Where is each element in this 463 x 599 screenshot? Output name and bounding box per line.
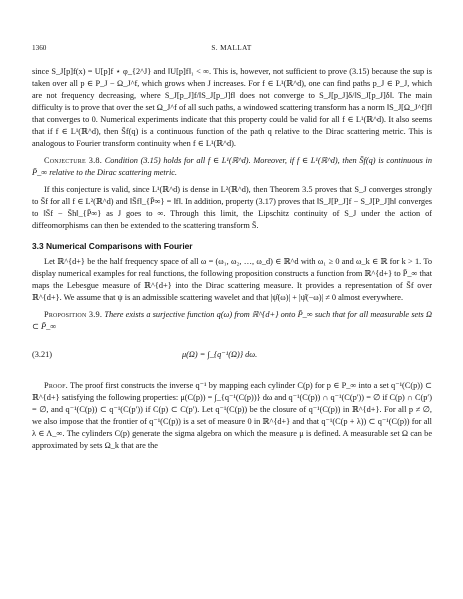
- proposition-label: Proposition 3.9.: [44, 310, 103, 319]
- conjecture-3-8: [32, 155, 432, 179]
- conjecture-label: Conjecture 3.8.: [44, 156, 103, 165]
- equation-3-21: [32, 336, 432, 374]
- equation-body: μ(Ω) = ∫_{q⁻¹(Ω)} dω.: [182, 350, 258, 359]
- paragraph: If this conjecture is valid, since L¹(ℝ^d) is dense in L²(ℝ^d), then Theorem 3.5 proves that S_J converges strongly to S̄f for all f ∈ L²(ℝ^d) and ‖S̄f‖_{P̄∞} = ‖f‖. In addition, property (3.17) proves that ‖S_J[P_J]f − S_J[P_J]h‖ converges to ‖S̄f − S̄h‖_{P̄∞} as J goes to ∞. Through this limit, the Lipschitz continuity of S_J under the action of diffeomorphisms can then be extended to the scattering transform S̄.: [32, 185, 432, 230]
- paragraph: since S_J[p]f(x) = U[p]f ⋆ φ_{2^J} and ‖U[p]f‖₁ < ∞. This is, however, not sufficient to prove (3.15) because the sup is taken over all p ∈ P_J − Ω_J^f, which grows when J increases. For f ∈ L¹(ℝ^d), one can find paths p_J ∈ P_J, which are not frequency decreasing, where S_J[p_J]f/‖S_J[p_J]f‖ does not converge to S_J[p_J]δ/‖S_J[p_J]δ‖. The main difficulty is to prove that over the set Ω_J^f of all such paths, a windowed scattering transform has a norm ‖S_J[Ω_J^f]f‖ that converges to 0. Numerical experiments indicate that this property could be valid for all f ∈ L¹(ℝ^d). It also seems that if f ∈ L¹(ℝ^d), then S̄f(q) is a continuous function of the path q relative to the Dirac scattering metric. This is analogous to Fourier transform continuity when f ∈ L¹(ℝ^d).: [32, 67, 432, 148]
- conjecture-text: Condition (3.15) holds for all f ∈ L¹(ℝ^d). Moreover, if f ∈ L¹(ℝ^d), then S̄f(q) is continuous in P̄_∞ relative to the Dirac scattering metric.: [32, 156, 432, 177]
- proof-paragraph: [32, 380, 432, 452]
- page-body: [32, 66, 432, 452]
- proposition-text: There exists a surjective function q(ω) from ℝ^{d+} onto P̄_∞ such that for all measurable sets Ω ⊂ P̄_∞: [32, 310, 432, 331]
- section-heading: 3.3 Numerical Comparisons with Fourier: [32, 241, 193, 251]
- proof-text: The proof first constructs the inverse q⁻¹ by mapping each cylinder C(p) for p ∈ P_∞ into a set q⁻¹(C(p)) ⊂ ℝ^{d+} satisfying the following properties: μ(C(p)) = ∫_{q⁻¹(C(p))} dω and q⁻¹(C(p)) ∩ q⁻¹(C(p′)) = ∅ if C(p) ∩ C(p′) = ∅, and q⁻¹(C(p)) ⊂ q⁻¹(C(p′)) if C(p) ⊂ C(p′). Let q⁻¹(C(p)) be the closure of q⁻¹(C(p)) in ℝ^{d+}. For all p ≠ ∅, we also impose that the frontier of q⁻¹(C(p)) is a set of measure 0 in ℝ^{d+} and that q⁻¹(C(p + λ)) ⊂ q⁻¹(C(p)) for all λ ∈ Λ_∞. The cylinders C(p) generate the sigma algebra on which the measure μ is defined. A measurable set Ω can be approximated by sets Ω_k that are the: [32, 381, 432, 450]
- proof-label: Proof.: [44, 381, 68, 390]
- equation-number: (3.21): [32, 350, 53, 359]
- running-head: S. MALLAT: [211, 44, 252, 52]
- page-number: 1360: [32, 44, 47, 52]
- proposition-3-9: [32, 309, 432, 333]
- paragraph: Let ℝ^{d+} be the half frequency space of all ω = (ω₁, ω₂, …, ω_d) ∈ ℝ^d with ω₁ ≥ 0 and ω_k ∈ ℝ for k > 1. To display numerical examples for real functions, the following proposition constructs a function from ℝ^{d+} to P̄_∞ that maps the Lebesgue measure of ℝ^{d+} into the Dirac scattering measure. It provides a representation of S̄f over ℝ^{d+}. We assume that ψ is an admissible scattering wavelet and that |ψ̂(ω)| + |ψ̂(−ω)| ≠ 0 almost everywhere.: [32, 257, 432, 302]
- page-header: [32, 44, 431, 56]
